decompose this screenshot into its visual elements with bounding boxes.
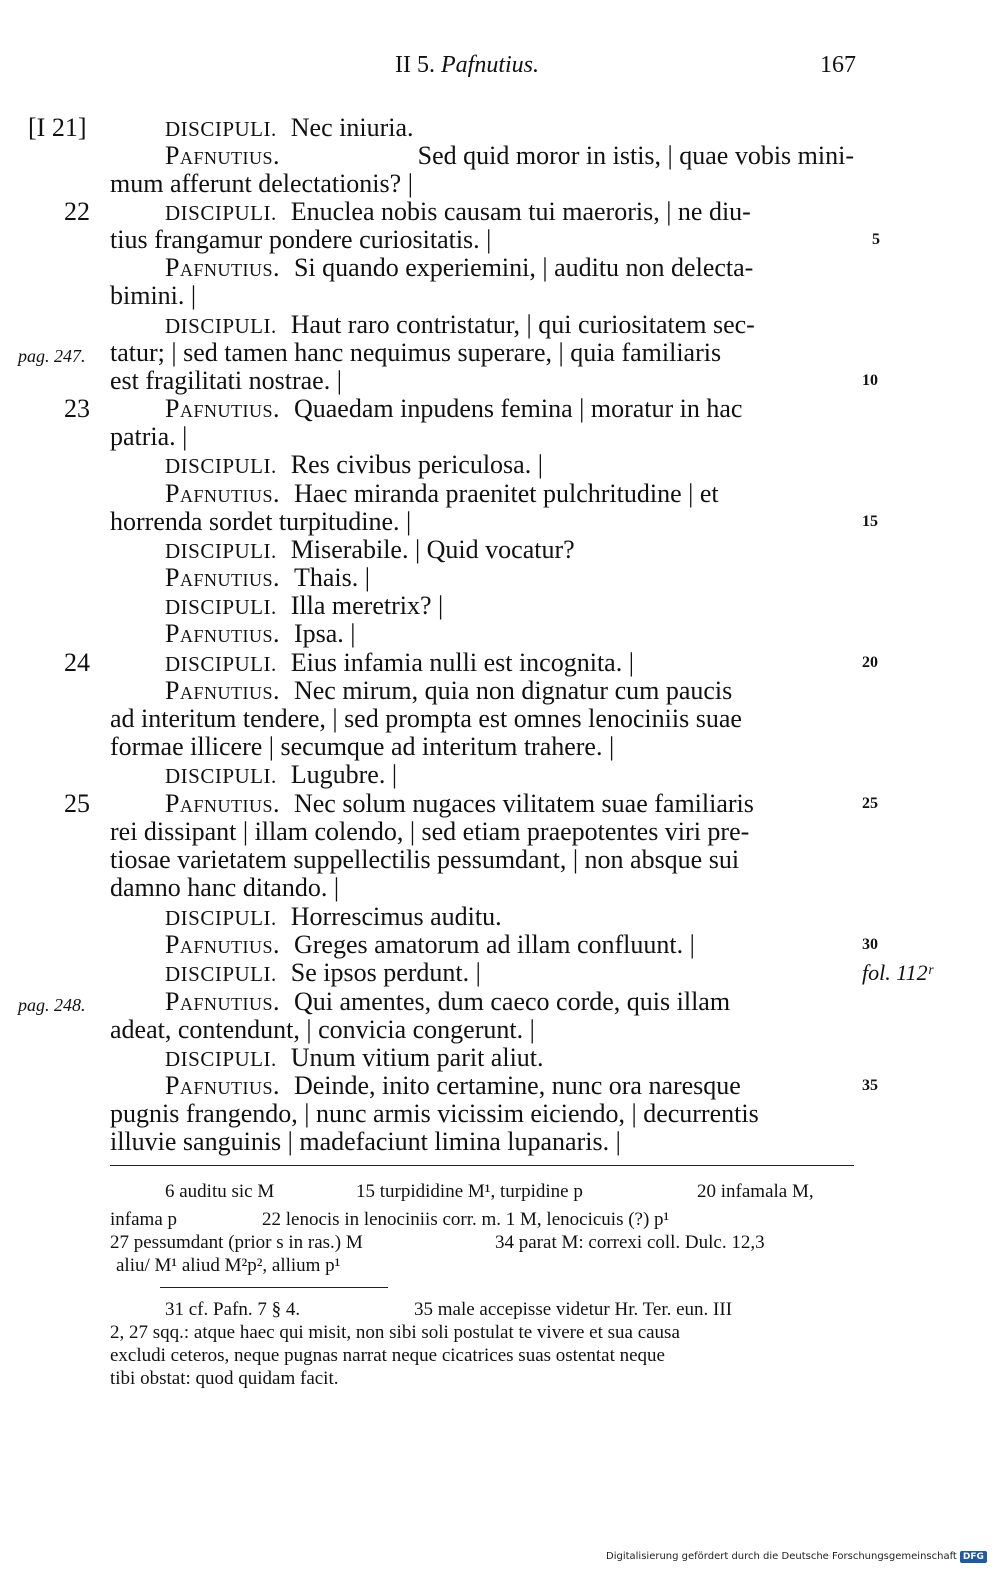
speaker-name: Pafnutius. bbox=[165, 253, 280, 282]
line-text: tius frangamur pondere curiositatis. | bbox=[110, 225, 492, 254]
speaker-name: Pafnutius. bbox=[165, 563, 280, 592]
line-text: Lugubre. | bbox=[290, 760, 398, 789]
text-line bbox=[0, 1100, 1000, 1128]
text-line bbox=[0, 480, 1000, 508]
line-text: est fragilitati nostrae. | bbox=[110, 366, 342, 395]
text-line bbox=[0, 1044, 1000, 1072]
text-line bbox=[0, 311, 1000, 339]
speaker-name: Pafnutius. bbox=[165, 479, 280, 508]
folio-marker: fol. 112ʳ bbox=[862, 960, 933, 985]
speaker-name: DISCIPULI. bbox=[165, 962, 277, 986]
line-text: Deinde, inito certamine, nunc ora naresque bbox=[293, 1071, 741, 1100]
text-line bbox=[0, 903, 1000, 931]
text-line bbox=[0, 254, 1000, 282]
speaker-name: DISCIPULI. bbox=[165, 117, 277, 141]
line-text: tatur; | sed tamen hanc nequimus superare, | quia familiaris bbox=[110, 338, 722, 367]
speaker-name: DISCIPULI. bbox=[165, 539, 277, 563]
section-number: 24 bbox=[64, 648, 90, 677]
text-line bbox=[0, 170, 1000, 198]
text-line bbox=[0, 367, 1000, 395]
line-text: pugnis frangendo, | nunc armis vicissim eiciendo, | decurrentis bbox=[110, 1099, 759, 1128]
line-text: bimini. | bbox=[110, 281, 197, 310]
line-text: rei dissipant | illam colendo, | sed etiam praepotentes viri pre- bbox=[110, 817, 750, 846]
line-text: Nec iniuria. bbox=[290, 113, 414, 142]
text-line bbox=[0, 226, 1000, 254]
line-text: tiosae varietatem suppellectilis pessumdant, | non absque sui bbox=[110, 845, 740, 874]
running-header bbox=[0, 52, 1000, 88]
text-line bbox=[0, 198, 1000, 226]
line-text: adeat, contendunt, | convicia congerunt. | bbox=[110, 1015, 535, 1044]
text-line bbox=[0, 846, 1000, 874]
section-marker: [I 21] bbox=[28, 113, 87, 142]
text-line bbox=[0, 620, 1000, 648]
line-number: 10 bbox=[862, 372, 878, 389]
text-line bbox=[0, 592, 1000, 620]
speaker-name: Pafnutius. bbox=[165, 1071, 280, 1100]
text-line bbox=[0, 677, 1000, 705]
line-number: 20 bbox=[862, 654, 878, 671]
line-text: damno hanc ditando. | bbox=[110, 873, 340, 902]
text-line bbox=[0, 282, 1000, 310]
line-text: Quaedam inpudens femina | moratur in hac bbox=[293, 394, 743, 423]
text-line bbox=[0, 874, 1000, 902]
line-text: ad interitum tendere, | sed prompta est omnes lenociniis suae bbox=[110, 704, 742, 733]
line-text: Horrescimus auditu. bbox=[290, 902, 502, 931]
line-text: Nec mirum, quia non dignatur cum paucis bbox=[293, 676, 733, 705]
section-number: 25 bbox=[64, 789, 90, 818]
line-text: horrenda sordet turpitudine. | bbox=[110, 507, 412, 536]
speaker-name: Pafnutius. bbox=[165, 394, 280, 423]
running-title: II 5. Pafnutius. bbox=[395, 52, 539, 78]
text-line bbox=[0, 818, 1000, 846]
text-line bbox=[0, 988, 1000, 1016]
text-line bbox=[0, 395, 1000, 423]
text-line bbox=[0, 536, 1000, 564]
line-text: Qui amentes, dum caeco corde, quis illam bbox=[293, 987, 731, 1016]
line-text: Enuclea nobis causam tui maeroris, | ne diu- bbox=[290, 197, 751, 226]
text-line bbox=[0, 1072, 1000, 1100]
text-line bbox=[0, 423, 1000, 451]
speaker-name: DISCIPULI. bbox=[165, 1047, 277, 1071]
line-text: Greges amatorum ad illam confluunt. | bbox=[293, 930, 695, 959]
text-line bbox=[0, 959, 1000, 987]
speaker-name: Pafnutius. bbox=[165, 789, 280, 818]
speaker-name: DISCIPULI. bbox=[165, 595, 277, 619]
line-number: 15 bbox=[862, 513, 878, 530]
section-number: 22 bbox=[64, 197, 90, 226]
line-text: Thais. | bbox=[293, 563, 370, 592]
line-text: Se ipsos perdunt. | bbox=[290, 958, 481, 987]
dfg-logo: DFG bbox=[960, 1551, 987, 1563]
speaker-name: DISCIPULI. bbox=[165, 652, 277, 676]
line-text: Haec miranda praenitet pulchritudine | et bbox=[293, 479, 719, 508]
line-text: Illa meretrix? | bbox=[290, 591, 444, 620]
text-line bbox=[0, 451, 1000, 479]
text-line bbox=[0, 761, 1000, 789]
line-number: 5 bbox=[872, 231, 880, 248]
text-line bbox=[0, 649, 1000, 677]
line-text: formae illicere | secumque ad interitum trahere. | bbox=[110, 732, 615, 761]
speaker-name: Pafnutius. bbox=[165, 987, 280, 1016]
speaker-name: DISCIPULI. bbox=[165, 454, 277, 478]
line-number: 35 bbox=[862, 1077, 878, 1094]
speaker-name: DISCIPULI. bbox=[165, 314, 277, 338]
text-line bbox=[0, 733, 1000, 761]
speaker-name: DISCIPULI. bbox=[165, 201, 277, 225]
text-line bbox=[0, 1016, 1000, 1044]
speaker-name: DISCIPULI. bbox=[165, 764, 277, 788]
speaker-name: Pafnutius. bbox=[165, 141, 280, 170]
line-text: Nec solum nugaces vilitatem suae familiaris bbox=[293, 789, 754, 818]
text-line bbox=[0, 705, 1000, 733]
section-number: 23 bbox=[64, 394, 90, 423]
speaker-name: Pafnutius. bbox=[165, 619, 280, 648]
text-line bbox=[0, 564, 1000, 592]
text-line bbox=[0, 114, 1000, 142]
text-line bbox=[0, 790, 1000, 818]
line-text: illuvie sanguinis | madefaciunt limina lupanaris. | bbox=[110, 1127, 621, 1156]
text-line bbox=[0, 931, 1000, 959]
line-text: Eius infamia nulli est incognita. | bbox=[290, 648, 634, 677]
digitization-footer: Digitalisierung gefördert durch die Deutsche Forschungsgemeinschaft DFG bbox=[606, 1551, 987, 1563]
text-line bbox=[0, 508, 1000, 536]
speaker-name: DISCIPULI. bbox=[165, 906, 277, 930]
line-number: 30 bbox=[862, 936, 878, 953]
book-page: II 5. Pafnutius. 167 [I 21] DISCIPULI. Nec iniuria. Pafnutius. Sed quid moror in istis, | quae vobis mini- mum afferunt delectationis? | 22 DISCIPULI. Enuclea nobis causam tui maeroris, | ne diu- tius frangamur pondere curiositatis. | 5 Pafnutius. Si quando experiemini, | auditu non delecta- bimini. | DISCIPULI. Haut raro contristatur, | qui curiositatem sec- pag. 247. tatur; | sed tamen hanc nequimus superare, | quia familiaris est fragilitati nostrae. | 10 23 Pafnutius. Quaedam inpudens femina | moratur in hac patria. | DISCIPULI. Res civibus periculosa. | Pafnutius. Haec miranda praenitet pulchritudine | et horrenda sordet turpitudine. | 15 DISCIPULI. Miserabile. | Quid vocatur? Pafnutius. Thais. | DISCIPULI. Illa meretrix? | Pafnutius. Ipsa. | 24 DISCIPULI. Eius infamia nulli est incognita. | 20 Pafnutius. Nec mirum, quia non dignatur cum paucis ad interitum tendere, | sed prompta est omnes lenociniis suae formae illicere | secumque ad interitum trahere. | DISCIPULI. Lugubre. | 25 Pafnutius. Nec solum nugaces vilitatem suae familiaris 25 rei dissipant | illam colendo, | sed etiam praepotentes viri pre- tiosae varietatem suppellectilis pessumdant, | non absque sui damno hanc ditando. | DISCIPULI. Horrescimus auditu. Pafnutius. Greges amatorum ad illam confluunt. | 30 DISCIPULI. Se ipsos perdunt. | fol. 112ʳ pag. 248. Pafnutius. Qui amentes, dum caeco corde, quis illam adeat, contendunt, | convicia congerunt. | DISCIPULI. Unum vitium parit aliut. Pafnutius. Deinde, inito certamine, nunc ora naresque 35 pugnis frangendo, | nunc armis vicissim eiciendo, | decurrentis illuvie sanguinis | madefaciunt limina lupanaris. | 6 auditu sic M 15 turpididine M¹, turpidine p 20 infamala M, infama p 22 lenocis in lenociniis corr. m. 1 M, lenocicuis (?) p¹ 27 pessumdant (prior s in ras.) M 34 parat M: correxi coll. Dulc. 12,3 aliu/ M¹ aliud M²p², allium p¹ 31 cf. Pafn. 7 § 4. 35 male accepisse videtur Hr. Ter. eun. III 2, 27 sqq.: atque haec qui misit, non sibi soli postulat te vivere et sua causa excludi ceteros, neque pugnas narrat neque cicatrices suas ostentat neque tibi obstat: quod quidam facit. Digitalisierung gefördert durch die Deutsche Forschungsgemeinschaft DFG bbox=[0, 0, 1000, 1570]
notes-rule bbox=[160, 1287, 388, 1288]
line-text: mum afferunt delectationis? | bbox=[110, 169, 413, 198]
text-line bbox=[0, 142, 1000, 170]
text-line bbox=[0, 339, 1000, 367]
speaker-name: Pafnutius. bbox=[165, 930, 280, 959]
line-number: 25 bbox=[862, 795, 878, 812]
line-text: Ipsa. | bbox=[293, 619, 356, 648]
line-text: Sed quid moror in istis, | quae vobis mini- bbox=[417, 141, 854, 170]
line-text: Miserabile. | Quid vocatur? bbox=[290, 535, 575, 564]
line-text: Si quando experiemini, | auditu non delecta- bbox=[293, 253, 754, 282]
page-number: 167 bbox=[820, 52, 856, 78]
line-text: patria. | bbox=[110, 422, 188, 451]
source-page-marker: pag. 248. bbox=[18, 995, 86, 1015]
line-text: Haut raro contristatur, | qui curiositatem sec- bbox=[290, 310, 755, 339]
apparatus-rule bbox=[110, 1165, 854, 1166]
source-page-marker: pag. 247. bbox=[18, 346, 86, 366]
line-text: Res civibus periculosa. | bbox=[290, 450, 543, 479]
line-text: Unum vitium parit aliut. bbox=[290, 1043, 544, 1072]
speaker-name: Pafnutius. bbox=[165, 676, 280, 705]
text-line bbox=[0, 1128, 1000, 1156]
